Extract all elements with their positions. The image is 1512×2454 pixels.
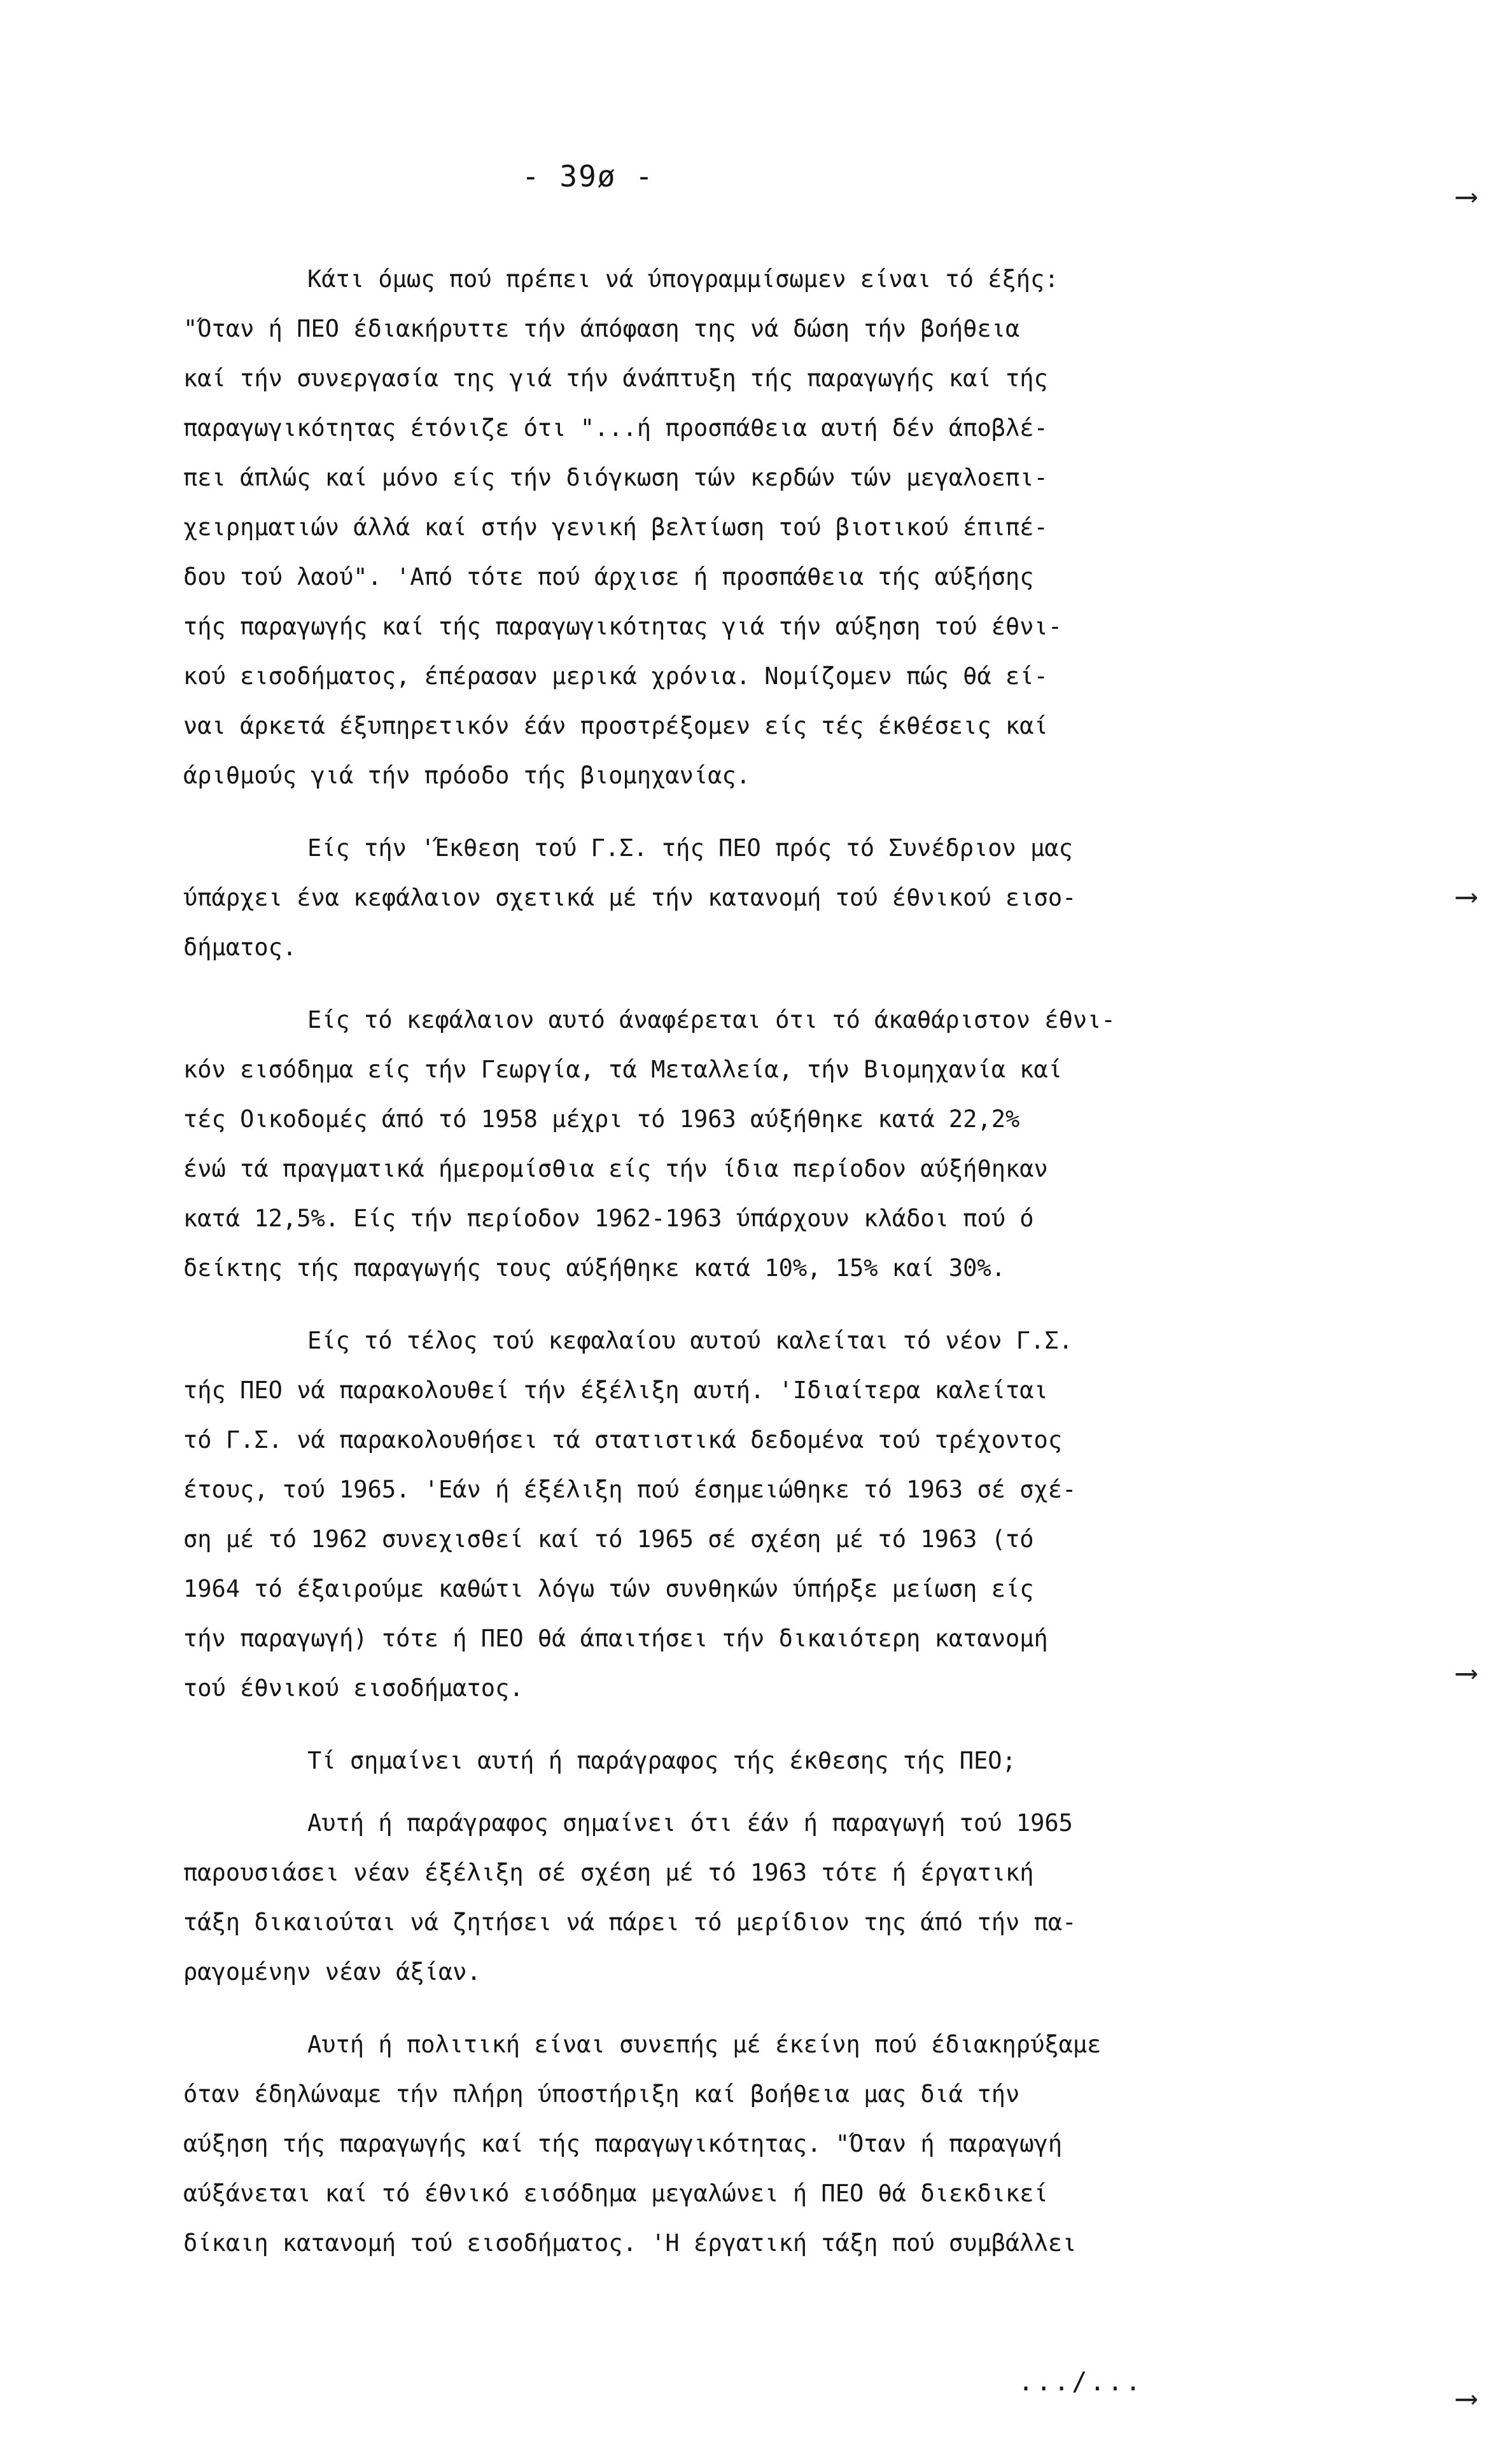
text-line: τές Οικοδομές άπό τό 1958 μέχρι τό 1963 αύξήθηκε κατά 22,2%	[183, 1105, 1020, 1133]
text-line: χειρηματιών άλλά καί στήν γενική βελτίωση τού βιοτικού έπιπέ-	[183, 514, 1048, 541]
text-line: τό Γ.Σ. νά παρακολουθήσει τά στατιστικά δεδομένα τού τρέχοντος	[183, 1426, 1063, 1454]
text-line: ένώ τά πραγματικά ήμερομίσθια είς τήν ίδια περίοδον αύξήθηκαν	[183, 1155, 1048, 1182]
text-line: ύπάρχει ένα κεφάλαιον σχετικά μέ τήν κατανομή τού έθνικού εισο-	[183, 884, 1077, 911]
text-line: αύξηση τής παραγωγής καί τής παραγωγικότητας. "Όταν ή παραγωγή	[183, 2130, 1063, 2157]
text-line: Αυτή ή πολιτική είναι συνεπής μέ έκείνη πού έδιακηρύξαμε	[307, 2031, 1102, 2058]
paragraph-new-gs-duties	[183, 1316, 1316, 1713]
text-line: δήματος.	[183, 934, 297, 961]
text-line: τής ΠΕΟ νά παρακολουθεί τήν έξέλιξη αυτή. 'Ιδιαίτερα καλείται	[183, 1377, 1048, 1404]
text-line: δίκαιη κατανομή τού εισοδήματος. 'Η έργατική τάξη πού συμβάλλει	[183, 2229, 1077, 2257]
text-line: έτους, τού 1965. 'Εάν ή έξέλιξη πού έσημειώθηκε τό 1963 σέ σχέ-	[183, 1476, 1077, 1503]
text-line: όταν έδηλώναμε τήν πλήρη ύποστήριξη καί βοήθεια μας διά τήν	[183, 2080, 1020, 2108]
text-line: τής παραγωγής καί τής παραγωγικότητας γιά τήν αύξηση τού έθνι-	[183, 613, 1063, 640]
text-line: καί τήν συνεργασία της γιά τήν άνάπτυξη τής παραγωγής καί τής	[183, 365, 1048, 392]
page-number: - 39ø -	[522, 159, 654, 193]
paragraph-meaning	[183, 1798, 1316, 1997]
text-line: ση μέ τό 1962 συνεχισθεί καί τό 1965 σέ σχέση μέ τό 1963 (τό	[183, 1525, 1034, 1553]
text-line: Αυτή ή παράγραφος σημαίνει ότι έάν ή παραγωγή τού 1965	[307, 1809, 1073, 1837]
text-line: "Όταν ή ΠΕΟ έδιακήρυττε τήν άπόφαση της νά δώση τήν βοήθεια	[183, 315, 1020, 342]
text-line: ραγομένην νέαν άξίαν.	[183, 1958, 481, 1986]
text-line: τάξη δικαιούται νά ζητήσει νά πάρει τό μερίδιον της άπό τήν πα-	[183, 1909, 1077, 1936]
paragraph-question	[183, 1736, 1316, 1786]
text-line: τού έθνικού εισοδήματος.	[183, 1674, 524, 1702]
paragraph-production-policy	[183, 255, 1316, 801]
margin-arrow-mark: ⟶	[1457, 2380, 1476, 2416]
text-line: Τί σημαίνει αυτή ή παράγραφος τής έκθεσης τής ΠΕΟ;	[307, 1747, 1016, 1774]
text-line: δείκτης τής παραγωγής τους αύξήθηκε κατά 10%, 15% καί 30%.	[183, 1254, 1006, 1282]
text-line: Είς τό κεφάλαιον αυτό άναφέρεται ότι τό άκαθάριστον έθνι-	[307, 1006, 1116, 1034]
text-line: πει άπλώς καί μόνο είς τήν διόγκωση τών κερδών τών μεγαλοεπι-	[183, 464, 1048, 491]
text-line: κατά 12,5%. Είς τήν περίοδον 1962-1963 ύπάρχουν κλάδοι πού ό	[183, 1205, 1034, 1232]
text-line: δου τού λαού". 'Από τότε πού άρχισε ή προσπάθεια τής αύξήσης	[183, 563, 1034, 591]
text-line: παραγωγικότητας έτόνιζε ότι "...ή προσπάθεια αυτή δέν άποβλέ-	[183, 414, 1048, 442]
text-line: Κάτι όμως πού πρέπει νά ύπογραμμίσωμεν είναι τό έξής:	[307, 265, 1059, 293]
margin-arrow-mark: ⟶	[1457, 1655, 1476, 1690]
paragraph-income-figures	[183, 995, 1316, 1293]
text-line: ναι άρκετά έξυπηρετικόν έάν προστρέξομεν είς τές έκθέσεις καί	[183, 712, 1048, 740]
text-line: κού εισοδήματος, έπέρασαν μερικά χρόνια. Νομίζομεν πώς θά εί-	[183, 663, 1048, 690]
margin-arrow-mark: ⟶	[1457, 178, 1476, 214]
text-line: τήν παραγωγή) τότε ή ΠΕΟ θά άπαιτήσει τήν δικαιότερη κατανομή	[183, 1625, 1048, 1652]
text-line: παρουσιάσει νέαν έξέλιξη σέ σχέση μέ τό 1963 τότε ή έργατική	[183, 1859, 1034, 1886]
continuation-marker: .../...	[1018, 2367, 1144, 2397]
margin-arrow-mark: ⟶	[1457, 878, 1476, 914]
text-line: Είς τό τέλος τού κεφαλαίου αυτού καλείται τό νέον Γ.Σ.	[307, 1327, 1073, 1354]
text-line: 1964 τό έξαιρούμε καθώτι λόγω τών συνθηκών ύπήρξε μείωση είς	[183, 1575, 1034, 1602]
text-line: Είς τήν 'Έκθεση τού Γ.Σ. τής ΠΕΟ πρός τό Συνέδριον μας	[307, 834, 1073, 862]
body-text	[183, 255, 1316, 2268]
paragraph-policy-consistency	[183, 2020, 1316, 2268]
paragraph-report-chapter	[183, 824, 1316, 972]
text-line: αύξάνεται καί τό έθνικό εισόδημα μεγαλώνει ή ΠΕΟ θά διεκδικεί	[183, 2180, 1048, 2207]
text-line: άριθμούς γιά τήν πρόοδο τής βιομηχανίας.	[183, 762, 751, 789]
text-line: κόν εισόδημα είς τήν Γεωργία, τά Μεταλλεία, τήν Βιομηχανία καί	[183, 1056, 1063, 1083]
